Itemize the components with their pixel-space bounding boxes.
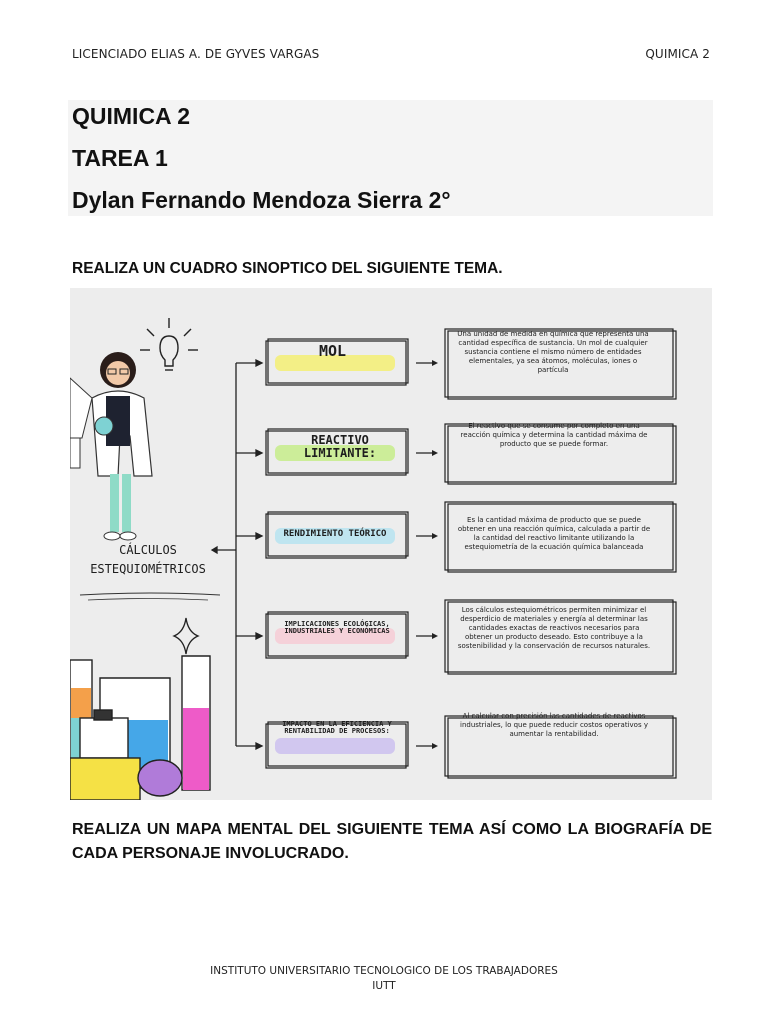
footer-acronym: IUTT — [372, 980, 396, 992]
student-name: Dylan Fernando Mendoza Sierra 2° — [72, 187, 451, 213]
header-author: LICENCIADO ELIAS A. DE GYVES VARGAS — [72, 47, 320, 61]
course-title: QUIMICA 2 — [72, 103, 190, 129]
branch-label-impacto: IMPACTO EN LA EFICIENCIA Y RENTABILIDAD DE PROCESOS: — [282, 720, 392, 736]
instruction-mind-map: REALIZA UN MAPA MENTAL DEL SIGUIENTE TEMA ASÍ COMO LA BIOGRAFÍA DE CADA PERSONAJE INVOLUCRADO. — [72, 821, 712, 862]
branch-desc-mol: Una unidad de medida en química que representa una cantidad específica de sustancia. Un mol de cualquier sustancia contiene el mismo número de entidades elementales, ya sea átomos, moléculas, iones o partícula — [457, 330, 649, 374]
arrow-head-icon — [432, 633, 438, 639]
branch-label-implicaciones: IMPLICACIONES ECOLÓGICAS, INDUSTRIALES Y ECONÓMICAS — [284, 620, 390, 636]
center-topic-line2: ESTEQUIOMÉTRICOS — [90, 562, 206, 576]
branch-label-reactivo-limitante: REACTIVO LIMITANTE: — [303, 433, 377, 460]
synoptic-chart-image — [70, 288, 712, 800]
branch-desc-reactivo-limitante: El reactivo que se consume por completo en una reacción química y determina la cantidad máxima de producto que se puede formar. — [460, 422, 648, 448]
center-topic — [78, 541, 218, 579]
beakers-illustration — [70, 656, 210, 800]
instruction-synoptic: REALIZA UN CUADRO SINOPTICO DEL SIGUIENTE TEMA. — [72, 260, 503, 277]
branch-label-rendimiento-teorico: RENDIMIENTO TEÓRICO — [283, 529, 387, 539]
center-topic-line1: CÁLCULOS — [119, 543, 177, 557]
arrow-head-icon — [432, 743, 438, 749]
title-block — [68, 100, 713, 216]
assignment-title: TAREA 1 — [72, 145, 168, 171]
branch-desc-impacto: Al calcular con precisión las cantidades de reactivos industriales, lo que puede reducir costos operativos y aumentar la rentabilidad. — [460, 712, 648, 738]
branch-desc-implicaciones: Los cálculos estequiométricos permiten minimizar el desperdicio de materiales y energía al determinar las cantidades exactas de reactivos necesarios para obtener un producto deseado. Esto contribuye a la sostenibilidad y la conservación de recursos naturales. — [457, 606, 651, 650]
label-highlight — [275, 738, 395, 754]
arrow-head-icon — [432, 360, 438, 366]
arrow-head-icon — [432, 533, 438, 539]
scientist-illustration — [70, 352, 152, 540]
header-subject: QUIMICA 2 — [645, 47, 710, 61]
footer-institution: INSTITUTO UNIVERSITARIO TECNOLOGICO DE LOS TRABAJADORES — [210, 965, 558, 977]
sparkle-icon — [174, 618, 198, 654]
branch-label-mol: MOL — [318, 342, 347, 360]
lightbulb-icon — [140, 318, 198, 370]
branch-desc-rendimiento-teorico: Es la cantidad máxima de producto que se puede obtener en una reacción química, calculada a partir de la cantidad del reactivo limitante utilizando la estequiometría de la ecuación química balanceada — [457, 516, 651, 551]
arrow-head-icon — [432, 450, 438, 456]
